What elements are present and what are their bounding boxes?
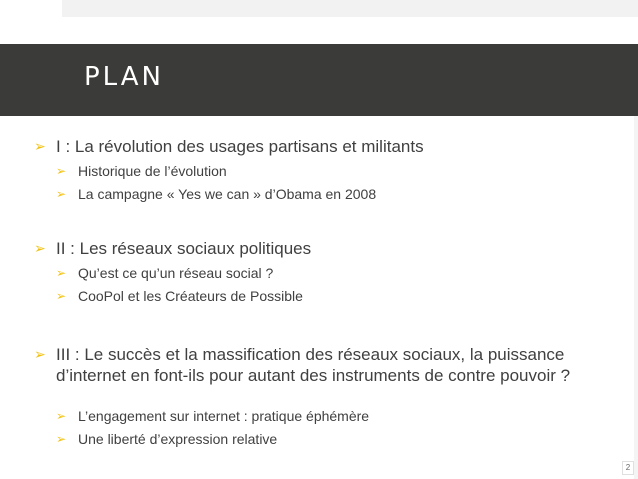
arrow-bullet-icon: ➢	[34, 138, 46, 154]
arrow-bullet-icon: ➢	[56, 432, 67, 446]
outline-subitem-3-1	[56, 407, 596, 425]
arrow-bullet-icon: ➢	[56, 409, 67, 423]
arrow-bullet-icon: ➢	[56, 289, 67, 303]
outline-subitem-label: CooPol et les Créateurs de Possible	[78, 288, 303, 304]
outline-item-2	[34, 238, 614, 259]
outline-subitem-2-1	[56, 264, 596, 282]
page-number: 2	[622, 461, 634, 475]
arrow-bullet-icon: ➢	[34, 346, 46, 362]
arrow-bullet-icon: ➢	[56, 266, 67, 280]
arrow-bullet-icon: ➢	[56, 187, 67, 201]
outline-subitem-1-1	[56, 162, 596, 180]
slide-edge	[634, 116, 638, 479]
outline-item-label: III : Le succès et la massification des réseaux sociaux, la puissance d’internet en font-ils pour autant des instruments de contre pouvoir ?	[56, 345, 571, 385]
arrow-bullet-icon: ➢	[56, 164, 67, 178]
outline-item-label: I : La révolution des usages partisans et militants	[56, 137, 424, 156]
outline-item-3	[34, 344, 574, 386]
outline-subitem-2-2	[56, 287, 596, 305]
outline-subitem-3-2	[56, 430, 596, 448]
slide-title: PLAN	[84, 62, 164, 92]
outline-subitem-label: Historique de l’évolution	[78, 163, 227, 179]
outline-subitem-label: La campagne « Yes we can » d’Obama en 2008	[78, 186, 377, 202]
outline-subitem-1-2	[56, 185, 596, 203]
outline-subitem-label: Une liberté d’expression relative	[78, 431, 278, 447]
outline-item-1	[34, 136, 614, 157]
outline-subitem-label: Qu’est ce qu’un réseau social ?	[78, 265, 274, 281]
outline-subitem-label: L’engagement sur internet : pratique éphémère	[78, 408, 370, 424]
arrow-bullet-icon: ➢	[34, 240, 46, 256]
outline-item-label: II : Les réseaux sociaux politiques	[56, 239, 312, 258]
